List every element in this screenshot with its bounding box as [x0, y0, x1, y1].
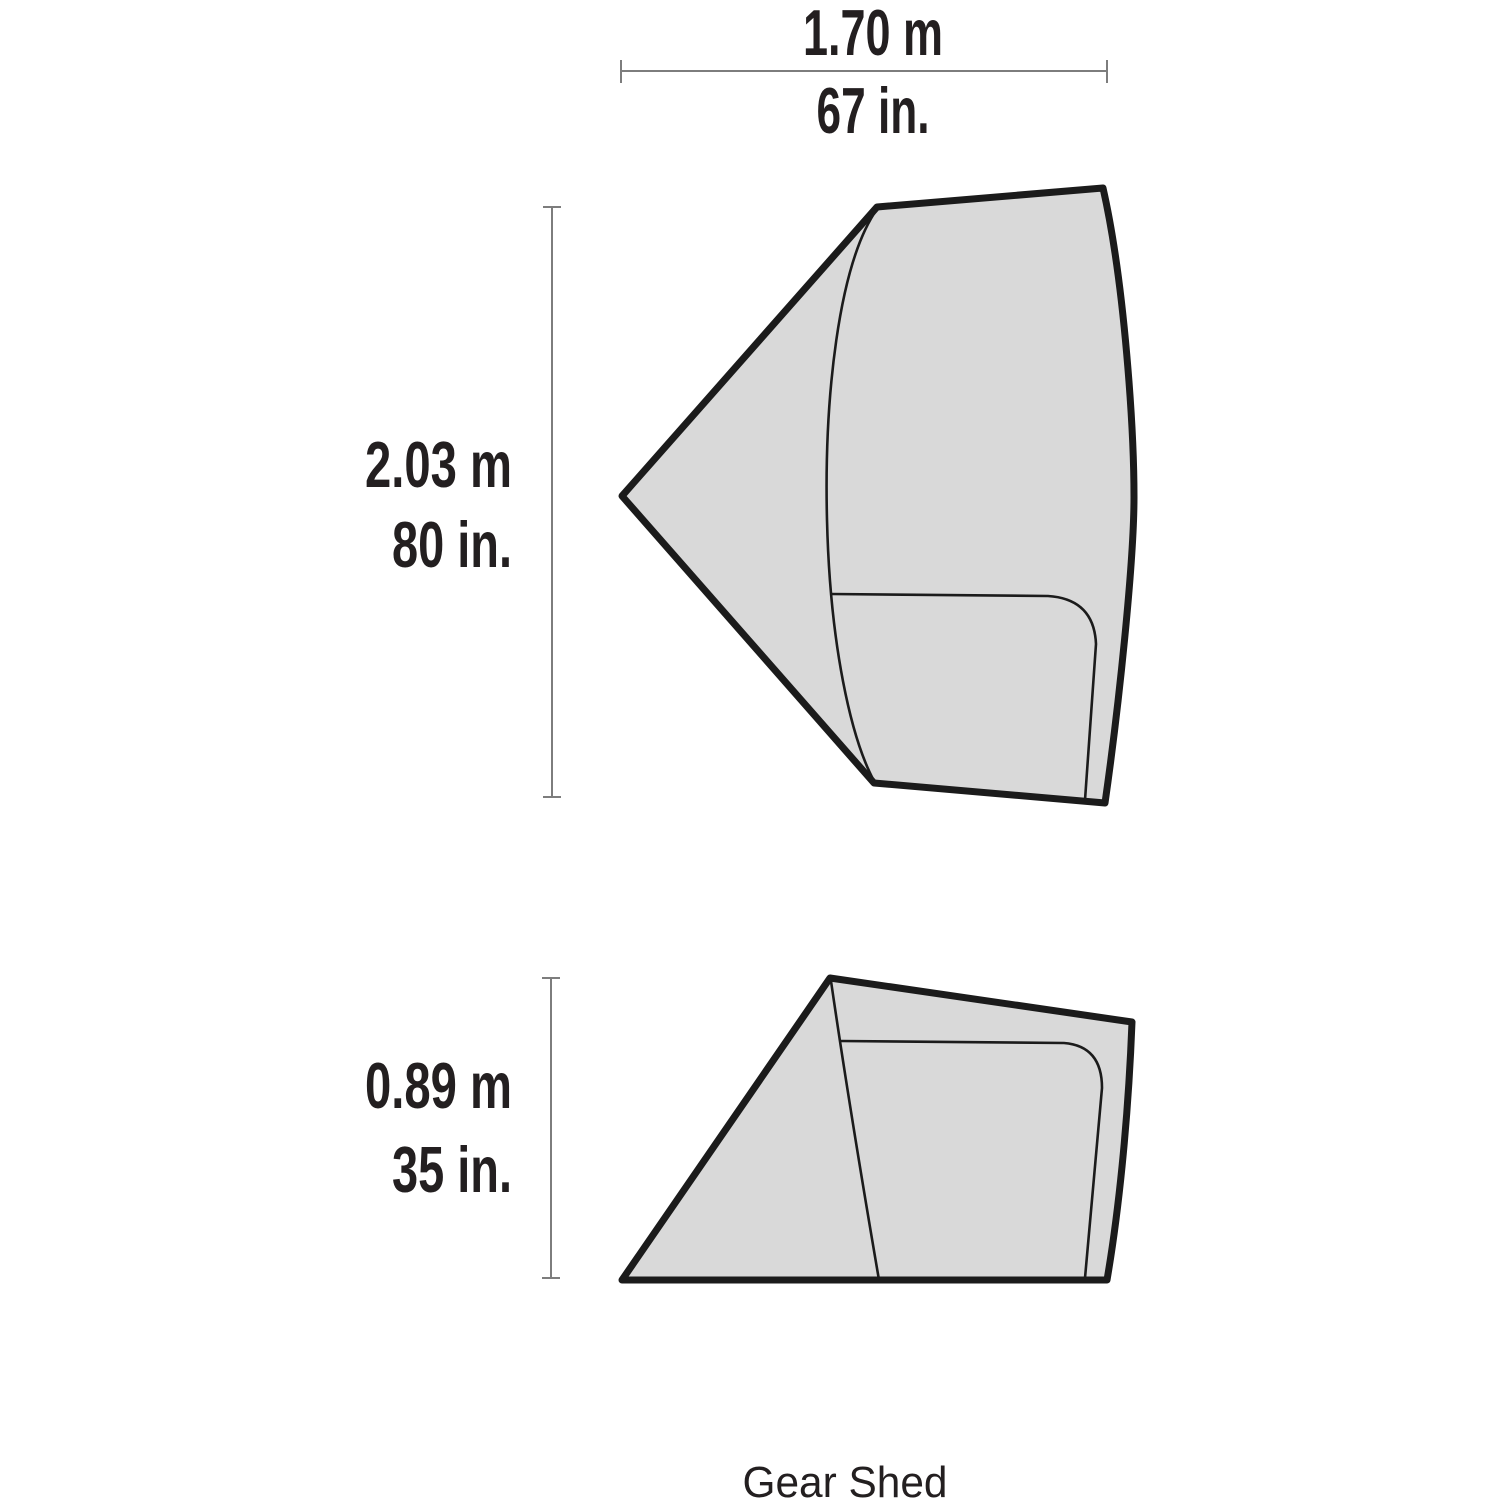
depth-dimension-imperial-label: 80 in. — [392, 508, 512, 581]
side-view-diagram — [622, 978, 1132, 1280]
depth-dimension — [365, 207, 561, 797]
width-dimension — [621, 0, 1107, 147]
height-dimension-imperial-label: 35 in. — [392, 1133, 512, 1206]
height-dimension-metric-label: 0.89 m — [365, 1049, 512, 1122]
width-dimension-metric-label: 1.70 m — [803, 0, 943, 69]
top-view-diagram — [622, 188, 1134, 803]
top-view-tent-outline — [622, 188, 1134, 803]
figure-title: Gear Shed — [742, 1458, 948, 1500]
depth-dimension-metric-label: 2.03 m — [365, 428, 512, 501]
width-dimension-imperial-label: 67 in. — [816, 74, 930, 147]
height-dimension — [365, 978, 560, 1278]
side-view-tent-outline — [622, 978, 1132, 1280]
